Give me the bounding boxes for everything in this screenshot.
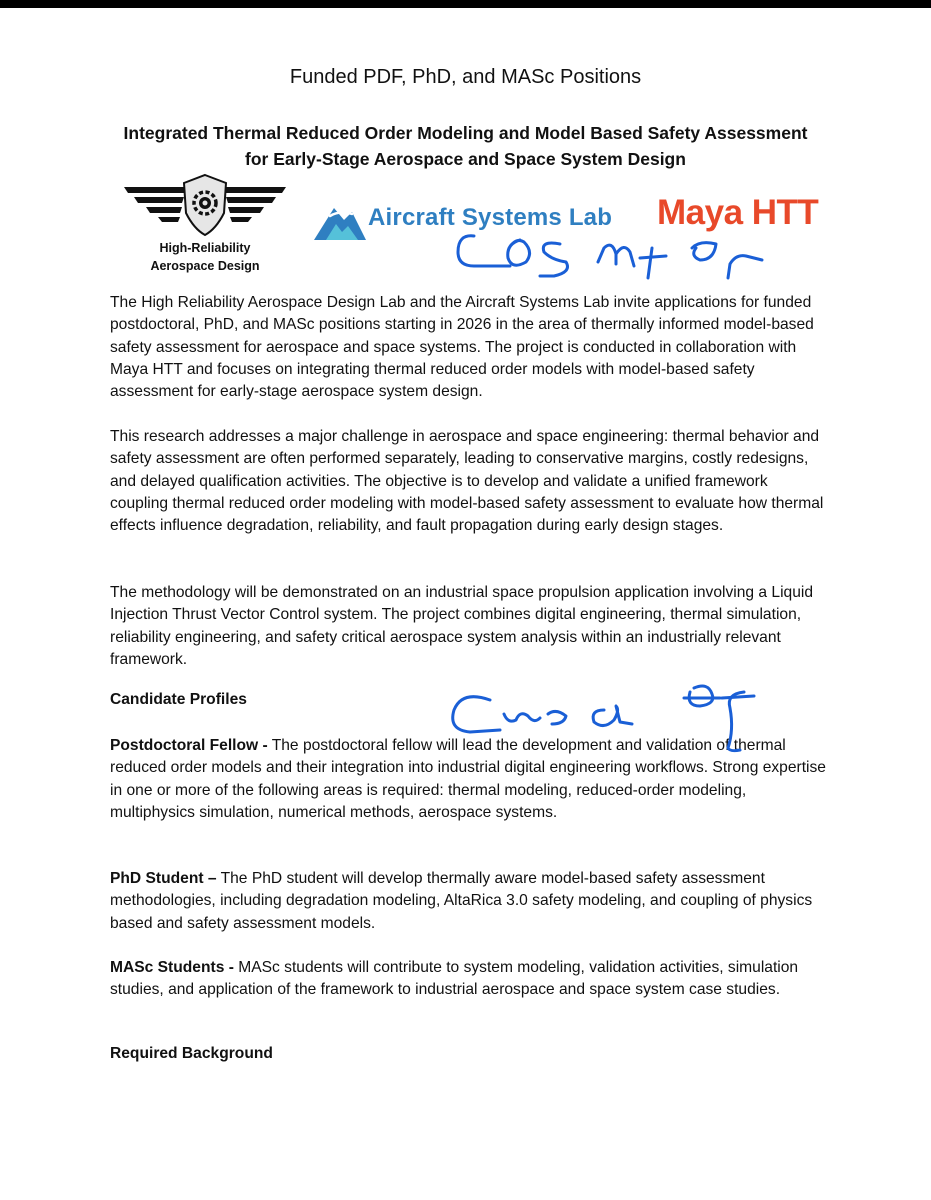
maya-htt-logo: Maya HTT	[657, 193, 819, 232]
hrad-logo-text	[120, 239, 290, 275]
postdoc-profile-text: The postdoctoral fellow will lead the development and validation of thermal reduced order models and their integration into industrial digital engineering workflows. Strong expertise in one or more of the following areas is required: thermal modeling, reduced-order modeling, multiphysics simulation, numerical methods, aerospace systems.	[110, 737, 826, 821]
intro-paragraph: The High Reliability Aerospace Design Lab and the Aircraft Systems Lab invite applications for funded postdoctoral, PhD, and MASc positions starting in 2026 in the area of thermally informed model-based safety assessment for aerospace and space systems. The project is conducted in collaboration with Maya HTT and focuses on integrating thermal reduced order models with model-based safety assessment for early-stage aerospace system design.	[110, 294, 814, 401]
asl-logo-text: Aircraft Systems Lab	[368, 204, 613, 231]
winged-gear-shield-icon	[120, 173, 290, 239]
phd-profile	[110, 868, 830, 935]
phd-profile-text: The PhD student will develop thermally aware model-based safety assessment methodologies, including degradation modeling, AltaRica 3.0 safety modeling, and coupling of physics based and safety assessment models.	[110, 870, 813, 932]
research-paragraph: This research addresses a major challenge in aerospace and space engineering: thermal behavior and safety assessment are often performed separately, leading to conservative margins, costly redesigns, and delayed qualification activities. The objective is to develop and validate a unified framework coupling thermal reduced order modeling with model-based safety assessment to evaluate how thermal effects influence degradation, reliability, and fault propagation during early design stages.	[110, 428, 824, 535]
asl-logo	[312, 200, 642, 244]
document-page	[0, 8, 931, 1200]
candidate-profiles-heading: Candidate Profiles	[110, 691, 247, 708]
masc-profile-text: MASc students will contribute to system modeling, validation activities, simulation studies, and application of the framework to industrial aerospace and space system case studies.	[110, 959, 799, 999]
required-background-heading: Required Background	[110, 1045, 273, 1062]
document-title: Funded PDF, PhD, and MASc Positions	[289, 66, 642, 88]
hrad-logo	[120, 173, 290, 278]
masc-profile-label: MASc Students -	[110, 959, 234, 976]
phd-profile-label: PhD Student –	[110, 870, 217, 887]
postdoc-profile	[110, 735, 830, 824]
mountain-peak-icon	[312, 202, 368, 242]
methodology-paragraph: The methodology will be demonstrated on an industrial space propulsion application involving a Liquid Injection Thrust Vector Control system. The project combines digital engineering, thermal simulation, reliability engineering, and safety critical aerospace system analysis within an industrially relevant framework.	[110, 584, 814, 668]
postdoc-profile-label: Postdoctoral Fellow -	[110, 737, 268, 754]
document-subtitle: Integrated Thermal Reduced Order Modeling and Model Based Safety Assessment for Early-Stage Aerospace and Space System Design	[123, 123, 808, 169]
masc-profile	[110, 957, 830, 1002]
hrad-logo-line1: High-Reliability	[159, 241, 251, 255]
hrad-logo-line2: Aerospace Design	[150, 259, 260, 273]
top-edge-bar	[0, 0, 931, 8]
